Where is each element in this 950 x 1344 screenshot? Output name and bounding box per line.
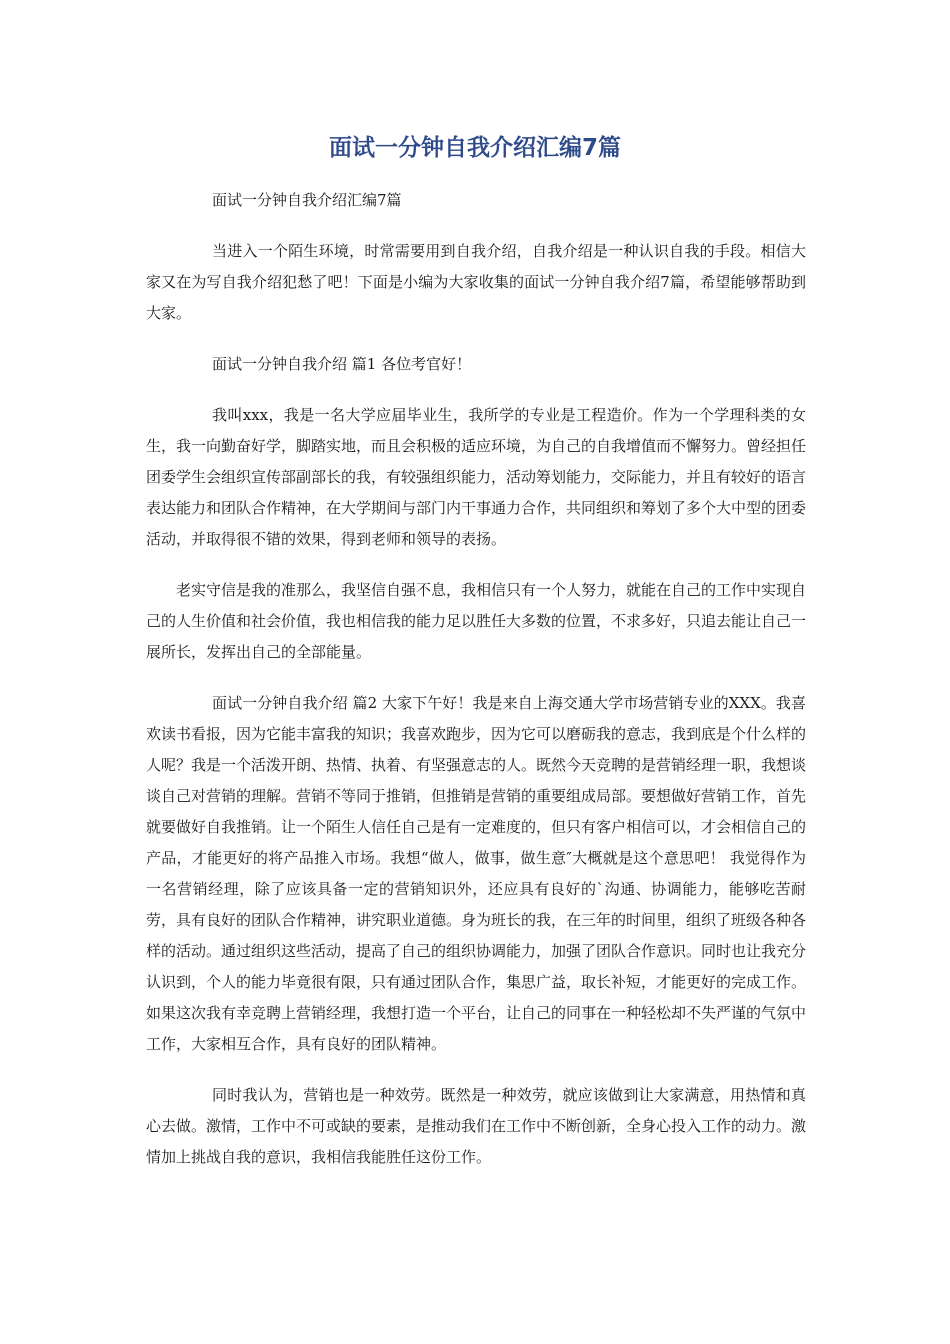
intro-paragraph: 当进入一个陌生环境，时常需要用到自我介绍，自我介绍是一种认识自我的手段。相信大家又在为写自我介绍犯愁了吧！下面是小编为大家收集的面试一分钟自我介绍7篇，希望能够帮助到大家。	[146, 242, 806, 322]
section-1-closing: 老实守信是我的准那么，我坚信自强不息，我相信只有一个人努力，就能在自己的工作中实现自己的人生价值和社会价值，我也相信我的能力足以胜任大多数的位置，不求多好，只追去能让自己一展所长，发挥出自己的全部能量。	[146, 581, 807, 661]
section-2-body: 面试一分钟自我介绍 篇2 大家下午好！我是来自上海交通大学市场营销专业的XXX。我喜欢读书看报，因为它能丰富我的知识；我喜欢跑步，因为它可以磨砺我的意志，我到底是个什么样的人呢？我是一个活泼开朗、热情、执着、有坚强意志的人。既然今天竞聘的是营销经理一职，我想谈谈自己对营销的理解。营销不等同于推销，但推销是营销的重要组成局部。要想做好营销工作，首先就要做好自我推销。让一个陌生人信任自己是有一定难度的，但只有客户相信可以，才会相信自己的产品，才能更好的将产品推入市场。我想“做人，做事，做生意″大概就是这个意思吧！ 我觉得作为一名营销经理，除了应该具备一定的营销知识外，还应具有良好的`沟通、协调能力，能够吃苦耐劳，具有良好的团队合作精神，讲究职业道德。身为班长的我，在三年的时间里，组织了班级各种各样的活动。通过组织这些活动，提高了自己的组织协调能力，加强了团队合作意识。同时也让我充分认识到，个人的能力毕竟很有限，只有通过团队合作，集思广益，取长补短，才能更好的完成工作。如果这次我有幸竞聘上营销经理，我想打造一个平台，让自己的同事在一种轻松却不失严谨的气氛中工作，大家相互合作，具有良好的团队精神。	[146, 694, 807, 1053]
document-title: 面试一分钟自我介绍汇编7篇	[328, 135, 621, 161]
document-body	[146, 185, 806, 1193]
section-1-body: 我叫xxx，我是一名大学应届毕业生，我所学的专业是工程造价。作为一个学理科类的女生，我一向勤奋好学，脚踏实地，而且会积极的适应环境，为自己的自我增值而不懈努力。曾经担任团委学生会组织宣传部副部长的我，有较强组织能力，活动筹划能力，交际能力，并且有较好的语言表达能力和团队合作精神，在大学期间与部门内干事通力合作，共同组织和筹划了多个大中型的团委活动，并取得很不错的效果，得到老师和领导的表扬。	[146, 406, 807, 548]
subtitle-paragraph: 面试一分钟自我介绍汇编7篇	[212, 191, 402, 209]
section-2-closing: 同时我认为，营销也是一种效劳。既然是一种效劳，就应该做到让大家满意，用热情和真心去做。激情，工作中不可或缺的要素，是推动我们在工作中不断创新，全身心投入工作的动力。激情加上挑战自我的意识，我相信我能胜任这份工作。	[146, 1086, 807, 1166]
section-1-heading: 面试一分钟自我介绍 篇1 各位考官好！	[212, 355, 472, 373]
